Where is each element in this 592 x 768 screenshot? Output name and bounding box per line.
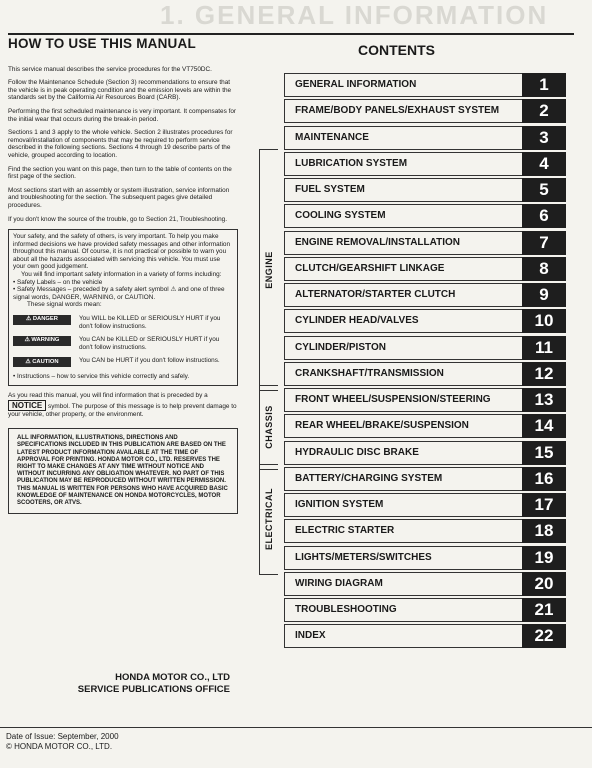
warning-text: You CAN be KILLED or SERIOUSLY HURT if you don't follow instructions. — [79, 336, 220, 351]
toc-item-label: CYLINDER/PISTON — [284, 336, 522, 360]
toc-item-fuel-system[interactable] — [284, 178, 566, 202]
notice-after-text: symbol. The purpose of this message is to help prevent damage to your vehicle, other property, or the environment. — [8, 402, 237, 418]
toc-item-label: LIGHTS/METERS/SWITCHES — [284, 546, 522, 570]
toc-item-label: BATTERY/CHARGING SYSTEM — [284, 467, 522, 491]
toc-item-number: 16 — [522, 467, 566, 491]
group-engine — [259, 149, 278, 391]
toc-item-label: CRANKSHAFT/TRANSMISSION — [284, 362, 522, 386]
toc-item-wiring-diagram[interactable] — [284, 572, 566, 596]
toc-item-label: COOLING SYSTEM — [284, 204, 522, 228]
toc-item-lights-meters-switches[interactable] — [284, 546, 566, 570]
group-label: ELECTRICAL — [264, 488, 274, 551]
safety-bullet-messages: • Safety Messages – preceded by a safety alert symbol ⚠ and one of three signal words, DANGER, WARNING, or CAUTION. — [13, 286, 225, 301]
safety-bullet-labels: • Safety Labels – on the vehicle — [13, 278, 103, 286]
toc-item-number: 2 — [522, 99, 566, 123]
toc-item-number: 7 — [522, 231, 566, 255]
toc-item-cylinder-head-valves[interactable] — [284, 309, 566, 333]
toc-item-ignition-system[interactable] — [284, 493, 566, 517]
safety-intro: Your safety, and the safety of others, is very important. To help you make informed decisions we have provided safety messages and other information throughout this manual. Of course, it is not practical or possible to warn you about all the hazards associated with servicing this vehicle. You must use your own good judgement. — [13, 233, 231, 271]
copyright: © HONDA MOTOR CO., LTD. — [6, 742, 113, 751]
maintenance-paragraph: Follow the Maintenance Schedule (Section 3) recommendations to ensure that the vehicle is in peak operating condition and the emission levels are within the standards set by the California Air Resources Board (CARB). — [8, 79, 232, 102]
troubleshooting-paragraph: If you don't know the source of the trouble, go to Section 21, Troubleshooting. — [8, 215, 227, 223]
toc-item-label: ENGINE REMOVAL/INSTALLATION — [284, 231, 522, 255]
toc-item-label: MAINTENANCE — [284, 126, 522, 150]
toc-item-number: 4 — [522, 152, 566, 176]
group-electrical — [259, 464, 278, 575]
toc-item-number: 11 — [522, 336, 566, 360]
signal-words-intro: These signal words mean: — [27, 301, 102, 309]
company-office: SERVICE PUBLICATIONS OFFICE — [77, 684, 230, 695]
toc-item-number: 22 — [522, 624, 566, 648]
group-chassis — [259, 385, 278, 470]
toc-item-label: FRONT WHEEL/SUSPENSION/STEERING — [284, 388, 522, 412]
toc-item-number: 9 — [522, 283, 566, 307]
toc-item-rear-wheel-brake-suspension[interactable] — [284, 414, 566, 438]
toc-item-number: 18 — [522, 519, 566, 543]
toc-item-label: CYLINDER HEAD/VALVES — [284, 309, 522, 333]
toc-item-number: 17 — [522, 493, 566, 517]
toc-item-electric-starter[interactable] — [284, 519, 566, 543]
notice-paragraph — [8, 392, 238, 418]
toc-item-number: 20 — [522, 572, 566, 596]
section-start-paragraph: Most sections start with an assembly or system illustration, service information and troubleshooting for the section. The subsequent pages give detailed procedures. — [8, 186, 230, 209]
group-label: CHASSIS — [264, 405, 274, 450]
toc-item-alternator-starter-clutch[interactable] — [284, 283, 566, 307]
danger-badge: ⚠ DANGER — [13, 315, 71, 325]
toc-item-label: FUEL SYSTEM — [284, 178, 522, 202]
break-in-paragraph: Performing the first scheduled maintenance is very important. It compensates for the initial wear that occurs during the break-in period. — [8, 107, 237, 123]
how-to-use-title: HOW TO USE THIS MANUAL — [8, 36, 196, 51]
toc-item-frame-body-panels-exhaust-system[interactable] — [284, 99, 566, 123]
danger-text: You WILL be KILLED or SERIOUSLY HURT if you don't follow instructions. — [79, 315, 221, 330]
toc-item-label: FRAME/BODY PANELS/EXHAUST SYSTEM — [284, 99, 522, 123]
toc-item-label: TROUBLESHOOTING — [284, 598, 522, 622]
toc-item-index[interactable] — [284, 624, 566, 648]
warning-badge: ⚠ WARNING — [13, 336, 71, 346]
toc-item-cooling-system[interactable] — [284, 204, 566, 228]
notice-symbol: NOTICE — [8, 400, 46, 411]
intro-paragraph: This service manual describes the service procedures for the VT750DC. — [8, 65, 212, 73]
sections-paragraph: Sections 1 and 3 apply to the whole vehicle. Section 2 illustrates procedures for removal/installation of components that may be required to perform service described in the following sections. Sections 4 through 19 describe parts of the vehicle, grouped according to location. — [8, 129, 233, 159]
footer-rule — [0, 727, 592, 728]
group-label: ENGINE — [264, 250, 274, 289]
toc-item-label: CLUTCH/GEARSHIFT LINKAGE — [284, 257, 522, 281]
toc-item-number: 21 — [522, 598, 566, 622]
toc-item-number: 15 — [522, 441, 566, 465]
toc-item-number: 8 — [522, 257, 566, 281]
toc-item-label: REAR WHEEL/BRAKE/SUSPENSION — [284, 414, 522, 438]
toc-item-number: 10 — [522, 309, 566, 333]
toc-item-clutch-gearshift-linkage[interactable] — [284, 257, 566, 281]
top-rule — [8, 33, 574, 35]
toc-item-label: IGNITION SYSTEM — [284, 493, 522, 517]
company-block — [8, 672, 230, 696]
toc-item-number: 3 — [522, 126, 566, 150]
legal-disclaimer: ALL INFORMATION, ILLUSTRATIONS, DIRECTIONS AND SPECIFICATIONS INCLUDED IN THIS PUBLICATION ARE BASED ON THE LATEST PRODUCT INFORMATION AVAILABLE AT THE TIME OF APPROVAL FOR PRINTING. HONDA MOTOR CO., LTD. RESERVES THE RIGHT TO MAKE CHANGES AT ANY TIME WITHOUT NOTICE AND WITHOUT INCURRING ANY OBLIGATION WHATEVER. NO PART OF THIS PUBLICATION MAY BE REPRODUCED WITHOUT WRITTEN PERMISSION. THIS MANUAL IS WRITTEN FOR PERSONS WHO HAVE ACQUIRED BASIC KNOWLEDGE OF MAINTENANCE ON HONDA MOTORCYCLES, MOTOR SCOOTERS, OR ATVS. — [8, 428, 238, 514]
toc-item-troubleshooting[interactable] — [284, 598, 566, 622]
company-name: HONDA MOTOR CO., LTD — [115, 672, 230, 683]
toc-item-battery-charging-system[interactable] — [284, 467, 566, 491]
toc-item-number: 14 — [522, 414, 566, 438]
toc-item-hydraulic-disc-brake[interactable] — [284, 441, 566, 465]
toc-item-number: 12 — [522, 362, 566, 386]
toc-item-label: ALTERNATOR/STARTER CLUTCH — [284, 283, 522, 307]
toc-item-label: ELECTRIC STARTER — [284, 519, 522, 543]
toc-item-number: 19 — [522, 546, 566, 570]
safety-forms-intro: You will find important safety information in a variety of forms including: — [21, 271, 222, 279]
toc-item-crankshaft-transmission[interactable] — [284, 362, 566, 386]
toc-item-label: INDEX — [284, 624, 522, 648]
toc-item-label: GENERAL INFORMATION — [284, 73, 522, 97]
toc-item-maintenance[interactable] — [284, 126, 566, 150]
footer — [6, 732, 119, 752]
signal-caution — [13, 357, 233, 367]
contents-title: CONTENTS — [358, 42, 435, 58]
safety-instructions: • Instructions – how to service this vehicle correctly and safely. — [13, 373, 190, 381]
toc-item-number: 5 — [522, 178, 566, 202]
toc-item-number: 6 — [522, 204, 566, 228]
safety-box — [8, 229, 238, 386]
date-of-issue: Date of Issue: September, 2000 — [6, 732, 119, 741]
toc-item-number: 1 — [522, 73, 566, 97]
toc-item-label: HYDRAULIC DISC BRAKE — [284, 441, 522, 465]
toc-item-front-wheel-suspension-steering[interactable] — [284, 388, 566, 412]
signal-danger — [13, 315, 233, 330]
caution-text: You CAN be HURT if you don't follow instructions. — [79, 357, 220, 365]
toc-item-label: LUBRICATION SYSTEM — [284, 152, 522, 176]
notice-before-text: As you read this manual, you will find information that is preceded by a — [8, 392, 208, 399]
how-to-use-column — [8, 36, 238, 514]
caution-badge: ⚠ CAUTION — [13, 357, 71, 367]
header-watermark: 1. GENERAL INFORMATION — [160, 0, 549, 30]
toc-item-label: WIRING DIAGRAM — [284, 572, 522, 596]
find-section-paragraph: Find the section you want on this page, then turn to the table of contents on the first page of the section. — [8, 165, 232, 181]
toc-item-number: 13 — [522, 388, 566, 412]
toc-item-lubrication-system[interactable] — [284, 152, 566, 176]
toc-item-general-information[interactable] — [284, 73, 566, 97]
signal-warning — [13, 336, 233, 351]
toc-item-cylinder-piston[interactable] — [284, 336, 566, 360]
toc-item-engine-removal-installation[interactable] — [284, 231, 566, 255]
